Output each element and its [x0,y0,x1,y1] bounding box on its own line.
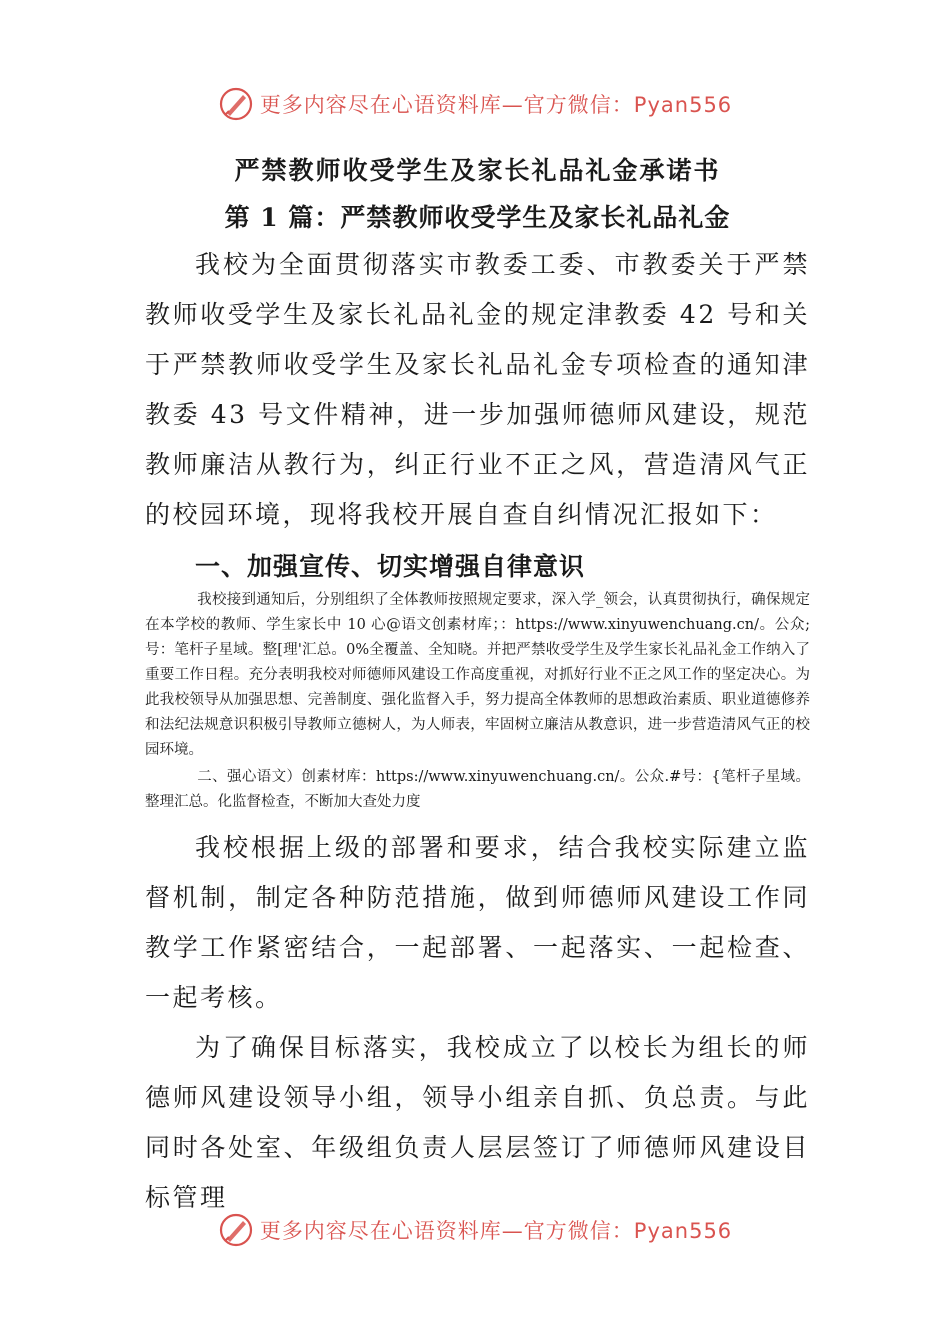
watermark-text: 更多内容尽在心语资料库—官方微信：Pyan556 [259,1219,733,1243]
body-paragraph-2: 我校根据上级的部署和要求，结合我校实际建立监督机制，制定各种防范措施，做到师德师风建设工作同教学工作紧密结合，一起部署、一起落实、一起检查、一起考核。 [145,833,810,1012]
document-title: 严禁教师收受学生及家长礼品礼金承诺书 [234,156,721,185]
body-paragraph-3: 为了确保目标落实，我校成立了以校长为组长的师德师风建设领导小组，领导小组亲自抓、负总责。与此同时各处室、年级组负责人层层签订了师德师风建设目标管理 [145,1033,810,1212]
intro-paragraph: 我校为全面贯彻落实市教委工委、市教委关于严禁教师收受学生及家长礼品礼金的规定津教委 42 号和关于严禁教师收受学生及家长礼品礼金专项检查的通知津教委 43 号文件精神，进一步加强师德师风建设，规范教师廉洁从教行为，纠正行业不正之风，营造清风气正的校园环境，现将我校开展自查自纠情况汇报如下： [145,250,810,529]
quill-logo-icon [218,86,254,122]
watermark-header [0,84,950,124]
section-heading-1: 一、加强宣传、切实增强自律意识 [195,552,586,581]
quill-logo-icon [218,1212,254,1248]
watermark-text: 更多内容尽在心语资料库—官方微信：Pyan556 [259,93,733,117]
small-paragraph-2: 二、强心语文）创素材库：https://www.xinyuwenchuang.cn/。公众.#号：{笔杆子星域。整理汇总。化监督检查，不断加大查处力度 [145,769,810,810]
document-subtitle: 第 1 篇：严禁教师收受学生及家长礼品礼金 [224,203,731,232]
watermark-footer [0,1210,950,1250]
document-body [145,150,810,1223]
small-paragraph-1: 我校接到通知后，分别组织了全体教师按照规定要求，深入学_领会，认真贯彻执行，确保规定在本学校的教师、学生家长中 10 心@语文创素材库；：https://www.xinyuwenchuang.cn/。公众;号：笔杆子星域。整[理'汇总。0%全覆盖、全知晓。并把严禁收受学生及学生家长礼品礼金工作纳入了重要工作日程。充分表明我校对师德师风建设工作高度重视，对抓好行业不正之风工作的坚定决心。为此我校领导从加强思想、完善制度、强化监督入手，努力提高全体教师的思想政治素质、职业道德修养和法纪法规意识积极引导教师立德树人，为人师表，牢固树立廉洁从教意识，进一步营造清风气正的校园环境。 [145,592,810,758]
